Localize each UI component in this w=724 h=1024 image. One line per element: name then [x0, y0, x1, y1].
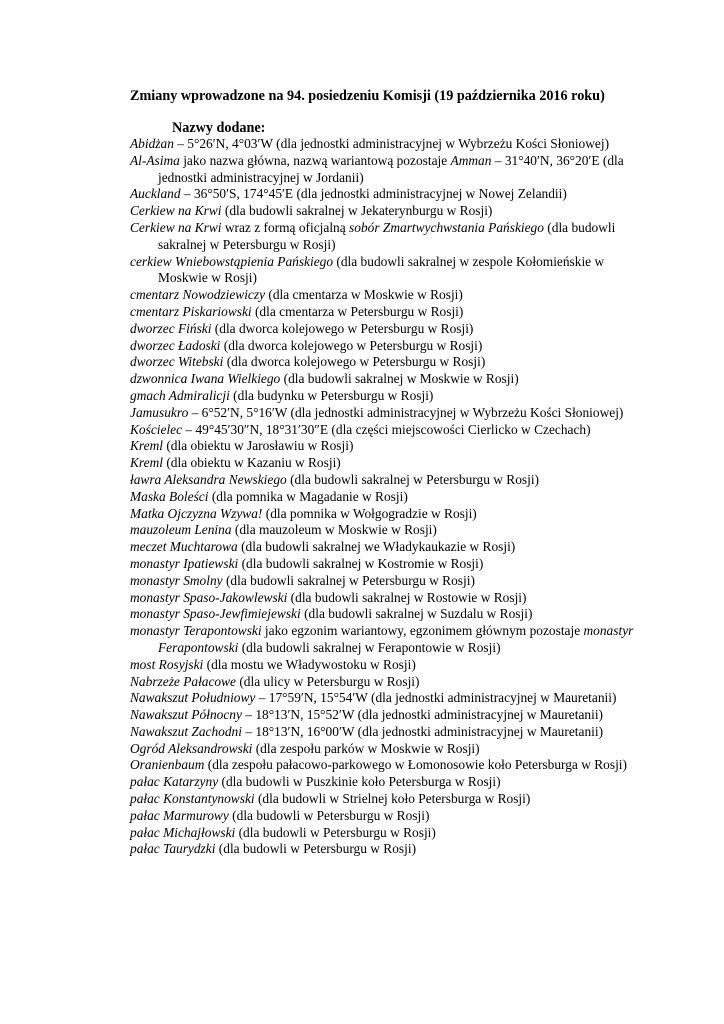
- entry-description: (dla mostu we Władywostoku w Rosji): [203, 656, 416, 672]
- entry-description: (dla mauzoleum w Moskwie w Rosji): [231, 522, 437, 538]
- entry-term: Cerkiew na Krwi: [130, 203, 222, 219]
- entry-description: – 5°26′N, 4°03′W (dla jednostki administracyjnej w Wybrzeżu Kości Słoniowej): [173, 136, 610, 151]
- entry-description-continued: – 31°40′N, 36°20′E (dla jednostki administracyjnej w Jordanii): [158, 152, 624, 185]
- entry-description: (dla budynku w Petersburgu w Rosji): [229, 387, 434, 403]
- entry-term: pałac Marmurowy: [130, 807, 229, 823]
- entry-term: dworzec Witebski: [130, 354, 224, 370]
- list-item: [130, 808, 640, 825]
- entry-description: (dla obiektu w Kazaniu w Rosji): [162, 455, 341, 471]
- entry-description: (dla budowli sakralnej w Moskwie w Rosji): [280, 371, 519, 387]
- list-item: [130, 657, 640, 674]
- entry-term: Nawakszut Południowy: [130, 690, 256, 706]
- entry-description: (dla budowli sakralnej w Suzdalu w Rosji): [300, 606, 533, 622]
- entry-term: ławra Aleksandra Newskiego: [130, 471, 287, 487]
- entry-term: monastyr Smolny: [130, 572, 223, 588]
- list-item: [130, 825, 640, 842]
- entry-description: – 36°50′S, 174°45′E (dla jednostki administracyjnej w Nowej Zelandii): [180, 186, 567, 202]
- entry-term: cerkiew Wniebowstąpienia Pańskiego: [130, 253, 334, 269]
- list-item: [130, 136, 640, 153]
- list-item: [130, 690, 640, 707]
- entry-term: cmentarz Nowodziewiczy: [130, 287, 266, 303]
- list-item: [130, 707, 640, 724]
- entry-description: – 18°13′N, 15°52′W (dla jednostki administracyjnej w Mauretanii): [241, 707, 604, 723]
- entry-variant-name: monastyr Ferapontowski: [158, 623, 634, 655]
- list-item: [130, 489, 640, 506]
- entry-description: jako egzonim wariantowy, egzonimem głównym pozostaje: [261, 623, 584, 639]
- entry-variant-name: Amman: [450, 152, 492, 168]
- entry-term: Nawakszut Zachodni: [130, 723, 242, 739]
- list-item: [130, 321, 640, 338]
- list-item: [130, 254, 640, 288]
- entry-description: (dla ulicy w Petersburgu w Rosji): [236, 673, 420, 689]
- entry-term: Oranienbaum: [130, 757, 205, 773]
- entry-term: meczet Muchtarowa: [130, 539, 238, 555]
- entry-term: Abidżan: [130, 136, 174, 151]
- entry-term: dworzec Fiński: [130, 320, 212, 336]
- entry-description: (dla cmentarza w Moskwie w Rosji): [265, 287, 463, 303]
- list-item: [130, 623, 640, 657]
- entry-description: (dla budowli sakralnej w Kostromie w Rosji): [238, 555, 484, 571]
- entry-description: – 6°52′N, 5°16′W (dla jednostki administracyjnej w Wybrzeżu Kości Słoniowej): [188, 404, 624, 420]
- list-item: [130, 757, 640, 774]
- entry-description: (dla dworca kolejowego w Petersburgu w Rosji): [223, 354, 486, 370]
- entry-term: monastyr Spaso-Jewfimiejewski: [130, 606, 301, 622]
- entry-description: – 18°13′N, 16°00′W (dla jednostki administracyjnej w Mauretanii): [241, 723, 604, 739]
- document-title: Zmiany wprowadzone na 94. posiedzeniu Komisji (19 października 2016 roku): [130, 88, 605, 104]
- list-item: [130, 741, 640, 758]
- entry-description: jako nazwa główna, nazwą wariantową pozostaje: [179, 152, 451, 168]
- entry-description: (dla budowli sakralnej w Jekaterynburgu w Rosji): [221, 203, 493, 219]
- entry-description-continued: (dla budowli sakralnej w Ferapontowie w Rosji): [238, 639, 501, 655]
- list-item: [130, 590, 640, 607]
- entry-term: Kreml: [130, 438, 163, 454]
- entry-term: pałac Konstantynowski: [130, 791, 255, 807]
- list-item: [130, 606, 640, 623]
- list-item: [130, 539, 640, 556]
- entry-term: Kościelec: [130, 421, 183, 437]
- entry-term: Jamusukro: [130, 404, 189, 420]
- entry-description: (dla cmentarza w Petersburgu w Rosji): [251, 303, 464, 319]
- entry-variant-name: sobór Zmartwychwstania Pańskiego: [349, 219, 544, 235]
- entry-term: pałac Michajłowski: [130, 824, 236, 840]
- entry-description-continued: (dla budowli sakralnej w Petersburgu w Rosji): [158, 219, 616, 252]
- entry-term: Nawakszut Północny: [130, 707, 242, 723]
- entry-description: (dla obiektu w Jarosławiu w Rosji): [162, 438, 354, 454]
- list-item: [130, 304, 640, 321]
- list-item: [130, 841, 640, 858]
- entry-term: most Rosyjski: [130, 656, 204, 672]
- list-item: [130, 354, 640, 371]
- list-item: [130, 422, 640, 439]
- list-item: [130, 388, 640, 405]
- entry-description: – 17°59′N, 15°54′W (dla jednostki administracyjnej w Mauretanii): [255, 690, 617, 706]
- entry-description: (dla budowli sakralnej w Petersburgu w Rosji): [222, 572, 475, 588]
- section-heading: Nazwy dodane:: [172, 120, 266, 136]
- entry-term: monastyr Ipatiewski: [130, 555, 239, 571]
- list-item: [130, 405, 640, 422]
- entry-description: (dla budowli sakralnej we Władykaukazie w Rosji): [237, 539, 516, 555]
- entry-description: (dla budowli w Puszkinie koło Petersburga w Rosji): [218, 774, 501, 790]
- entry-description: (dla pomnika w Wołgogradzie w Rosji): [262, 505, 477, 521]
- entry-term: gmach Admiralicji: [130, 387, 230, 403]
- entry-description: (dla dworca kolejowego w Petersburgu w Rosji): [211, 320, 474, 336]
- entry-term: dzwonnica Iwana Wielkiego: [130, 371, 281, 387]
- list-item: [130, 724, 640, 741]
- list-item: [130, 506, 640, 523]
- entry-description: (dla dworca kolejowego w Petersburgu w Rosji): [220, 337, 483, 353]
- list-item: [130, 438, 640, 455]
- entry-term: Maska Boleści: [130, 488, 209, 504]
- entry-description: (dla pomnika w Magadanie w Rosji): [208, 488, 408, 504]
- entry-term: Auckland: [130, 186, 181, 202]
- entry-term: Al-Asima: [130, 152, 180, 168]
- list-item: [130, 472, 640, 489]
- list-item: [130, 556, 640, 573]
- entry-term: Kreml: [130, 455, 163, 471]
- entry-description: (dla budowli w Petersburgu w Rosji): [215, 841, 417, 857]
- list-item: [130, 186, 640, 203]
- list-item: [130, 674, 640, 691]
- entry-description: wraz z formą oficjalną: [221, 219, 350, 235]
- entry-description: (dla budowli w Petersburgu w Rosji): [228, 807, 430, 823]
- entry-term: Matka Ojczyzna Wzywa!: [130, 505, 263, 521]
- list-item: [130, 774, 640, 791]
- list-item: [130, 371, 640, 388]
- list-item: [130, 522, 640, 539]
- list-item: [130, 220, 640, 254]
- entry-term: Ogród Aleksandrowski: [130, 740, 253, 756]
- entries-list: [130, 136, 640, 858]
- entry-term: pałac Taurydzki: [130, 841, 216, 857]
- list-item: [130, 791, 640, 808]
- list-item: [130, 573, 640, 590]
- entry-term: cmentarz Piskariowski: [130, 303, 252, 319]
- entry-description: (dla budowli w Petersburgu w Rosji): [235, 824, 436, 840]
- list-item: [130, 287, 640, 304]
- entry-term: mauzoleum Lenina: [130, 522, 232, 538]
- entry-description: (dla budowli sakralnej w zespole Kołomieńskie w Moskwie w Rosji): [158, 253, 605, 286]
- entry-term: Cerkiew na Krwi: [130, 219, 222, 235]
- entry-term: pałac Katarzyny: [130, 774, 219, 790]
- entry-description: (dla zespołu parków w Moskwie w Rosji): [252, 740, 480, 756]
- entry-description: (dla budowli sakralnej w Petersburgu w Rosji): [286, 471, 539, 487]
- entry-term: monastyr Spaso-Jakowlewski: [130, 589, 288, 605]
- entry-description: (dla budowli sakralnej w Rostowie w Rosji): [287, 589, 527, 605]
- entry-term: Nabrzeże Pałacowe: [130, 673, 236, 689]
- entry-description: (dla zespołu pałacowo-parkowego w Łomonosowie koło Petersburga w Rosji): [204, 757, 627, 773]
- entry-term: monastyr Terapontowski: [130, 623, 262, 639]
- entry-description: (dla budowli w Strielnej koło Petersburga w Rosji): [254, 791, 531, 807]
- list-item: [130, 153, 640, 187]
- list-item: [130, 203, 640, 220]
- entry-description: – 49°45′30″N, 18°31′30″E (dla części miejscowości Cierlicko w Czechach): [182, 421, 591, 437]
- list-item: [130, 455, 640, 472]
- list-item: [130, 338, 640, 355]
- entry-term: dworzec Ładoski: [130, 337, 221, 353]
